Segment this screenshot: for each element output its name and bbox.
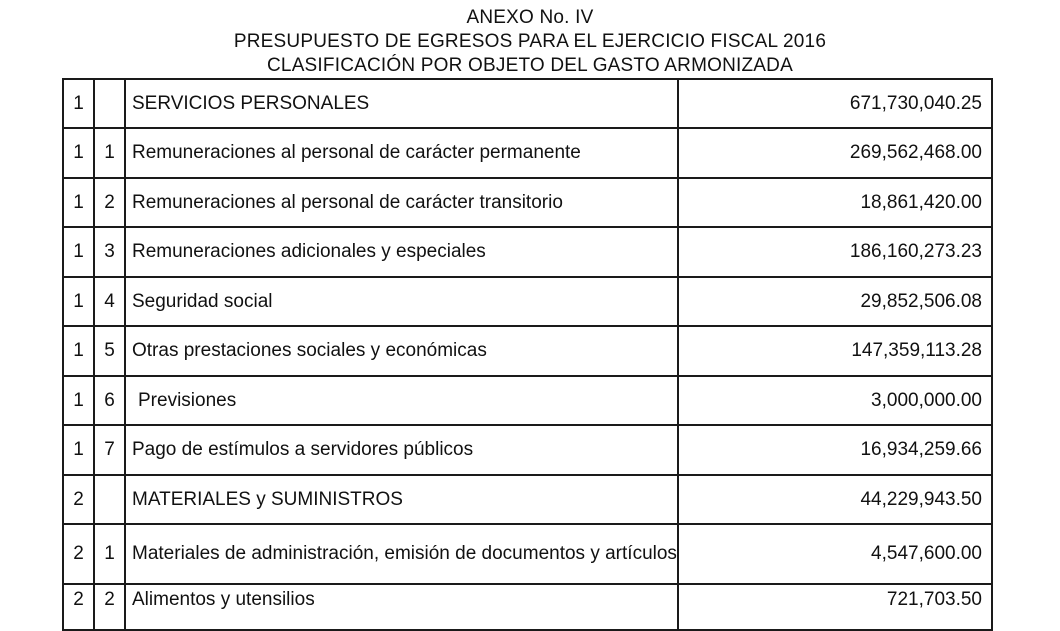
- classification-title: CLASIFICACIÓN POR OBJETO DEL GASTO ARMONIZADA: [267, 55, 793, 76]
- budget-table: [62, 78, 993, 631]
- row-description: Remuneraciones al personal de carácter permanente: [125, 128, 678, 178]
- row-description: [125, 376, 678, 425]
- row-description: Remuneraciones al personal de carácter transitorio: [125, 178, 678, 227]
- table-row: [63, 376, 992, 425]
- table-row: [63, 128, 992, 178]
- table-row: [63, 326, 992, 376]
- concept-code: 6: [94, 376, 125, 425]
- concept-code: 2: [94, 584, 125, 630]
- chapter-code: 2: [63, 524, 94, 584]
- row-amount: 269,562,468.00: [678, 128, 992, 178]
- row-description: Seguridad social: [125, 277, 678, 326]
- row-description: SERVICIOS PERSONALES: [125, 79, 678, 128]
- chapter-code: 1: [63, 326, 94, 376]
- concept-code: 1: [94, 524, 125, 584]
- row-description: MATERIALES y SUMINISTROS: [125, 475, 678, 524]
- table-row: [63, 425, 992, 475]
- row-amount: 18,861,420.00: [678, 178, 992, 227]
- row-amount: 671,730,040.25: [678, 79, 992, 128]
- chapter-code: 1: [63, 277, 94, 326]
- row-amount: 4,547,600.00: [678, 524, 992, 584]
- table-row: [63, 524, 992, 584]
- concept-code: 3: [94, 227, 125, 277]
- chapter-code: 1: [63, 79, 94, 128]
- concept-code: [94, 79, 125, 128]
- chapter-code: 2: [63, 584, 94, 630]
- table-row: [63, 475, 992, 524]
- table-row: [63, 277, 992, 326]
- chapter-code: 1: [63, 128, 94, 178]
- row-amount: 3,000,000.00: [678, 376, 992, 425]
- row-amount: 721,703.50: [678, 584, 992, 630]
- document-header: [0, 6, 1060, 78]
- chapter-code: 1: [63, 227, 94, 277]
- concept-code: [94, 475, 125, 524]
- row-description: Remuneraciones adicionales y especiales: [125, 227, 678, 277]
- concept-code: 5: [94, 326, 125, 376]
- row-amount: 147,359,113.28: [678, 326, 992, 376]
- row-amount: 44,229,943.50: [678, 475, 992, 524]
- annex-title: ANEXO No. IV: [466, 7, 594, 28]
- row-amount: 16,934,259.66: [678, 425, 992, 475]
- chapter-code: 1: [63, 425, 94, 475]
- row-description-text: Previsiones: [138, 389, 237, 411]
- chapter-code: 1: [63, 178, 94, 227]
- row-description: Materiales de administración, emisión de documentos y artículos: [125, 524, 678, 584]
- table-row: [63, 227, 992, 277]
- row-amount: 186,160,273.23: [678, 227, 992, 277]
- table-row: [63, 79, 992, 128]
- concept-code: 7: [94, 425, 125, 475]
- concept-code: 1: [94, 128, 125, 178]
- table-row: [63, 584, 992, 630]
- row-description: Alimentos y utensilios: [125, 584, 678, 630]
- concept-code: 4: [94, 277, 125, 326]
- row-description: Pago de estímulos a servidores públicos: [125, 425, 678, 475]
- budget-title: PRESUPUESTO DE EGRESOS PARA EL EJERCICIO FISCAL 2016: [233, 31, 827, 52]
- concept-code: 2: [94, 178, 125, 227]
- table-row: [63, 178, 992, 227]
- row-amount: 29,852,506.08: [678, 277, 992, 326]
- chapter-code: 1: [63, 376, 94, 425]
- chapter-code: 2: [63, 475, 94, 524]
- row-description: Otras prestaciones sociales y económicas: [125, 326, 678, 376]
